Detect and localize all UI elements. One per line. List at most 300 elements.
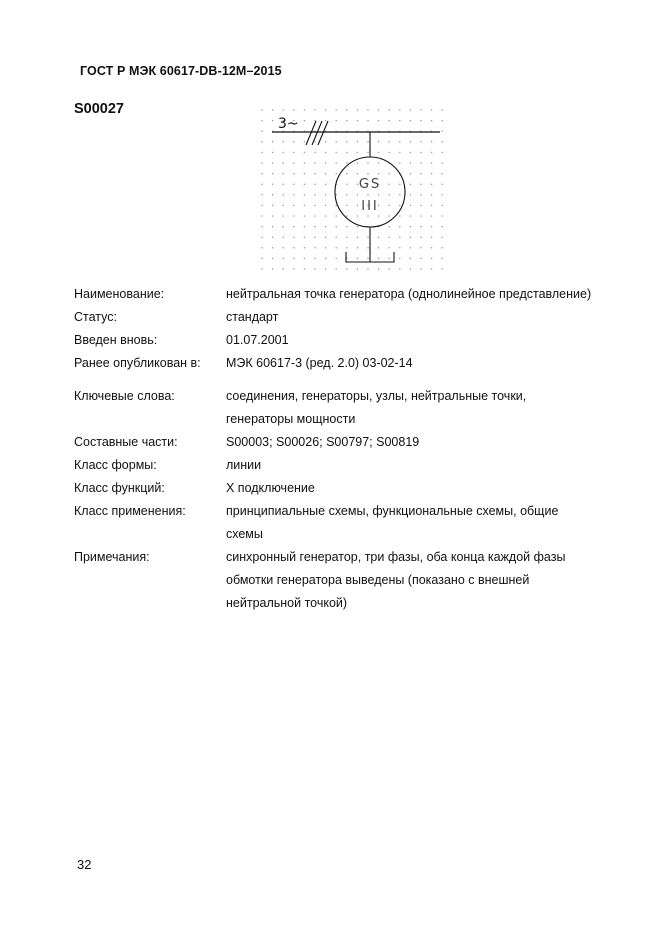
grid-dot xyxy=(420,258,422,260)
grid-dot xyxy=(410,215,412,217)
grid-dot xyxy=(399,258,401,260)
grid-dot xyxy=(282,194,284,196)
grid-dot xyxy=(378,258,380,260)
grid-dot xyxy=(378,152,380,154)
grid-dot xyxy=(441,109,443,111)
grid-dot xyxy=(346,215,348,217)
grid-dot xyxy=(399,215,401,217)
grid-dot xyxy=(261,183,263,185)
grid-dot xyxy=(420,183,422,185)
grid-dot xyxy=(335,120,337,122)
grid-dot xyxy=(441,183,443,185)
grid-dot xyxy=(314,205,316,207)
grid-dot xyxy=(441,152,443,154)
grid-dot xyxy=(261,258,263,260)
grid-dot xyxy=(304,162,306,164)
grid-dot xyxy=(357,120,359,122)
grid-dot xyxy=(420,205,422,207)
property-label: Класс формы: xyxy=(74,458,157,472)
grid-dot xyxy=(388,194,390,196)
grid-dot xyxy=(272,109,274,111)
grid-dot xyxy=(314,194,316,196)
grid-dot xyxy=(335,268,337,270)
grid-dot xyxy=(367,236,369,238)
grid-dot xyxy=(420,141,422,143)
grid-dot xyxy=(367,141,369,143)
standard-title: ГОСТ Р МЭК 60617-DB-12M–2015 xyxy=(80,64,282,78)
grid-dot xyxy=(325,162,327,164)
grid-dot xyxy=(388,141,390,143)
grid-dot xyxy=(346,120,348,122)
grid-dot xyxy=(314,258,316,260)
grid-dot xyxy=(282,226,284,228)
property-row-function-class xyxy=(74,477,594,500)
grid-dot xyxy=(325,183,327,185)
grid-dot xyxy=(431,173,433,175)
grid-dot xyxy=(272,194,274,196)
grid-dot xyxy=(314,215,316,217)
grid-dot xyxy=(399,120,401,122)
grid-dot xyxy=(441,162,443,164)
property-label: Примечания: xyxy=(74,550,150,564)
property-row-introduced xyxy=(74,329,594,352)
grid-dot xyxy=(399,247,401,249)
property-row-components xyxy=(74,431,594,454)
grid-dot xyxy=(410,173,412,175)
grid-dot xyxy=(346,236,348,238)
grid-dot xyxy=(272,162,274,164)
grid-dot xyxy=(325,152,327,154)
grid-dot xyxy=(272,152,274,154)
grid-dot xyxy=(378,120,380,122)
grid-dot xyxy=(441,258,443,260)
grid-dot xyxy=(272,173,274,175)
grid-dot xyxy=(388,183,390,185)
grid-dot xyxy=(431,183,433,185)
generator-circle xyxy=(335,157,405,227)
generator-label-bottom: III xyxy=(361,199,379,214)
grid-dot xyxy=(272,183,274,185)
grid-dot xyxy=(335,205,337,207)
grid-dot xyxy=(410,205,412,207)
grid-dot xyxy=(293,247,295,249)
grid-dot xyxy=(282,183,284,185)
grid-dot xyxy=(388,215,390,217)
grid-dot xyxy=(304,247,306,249)
grid-dot xyxy=(420,236,422,238)
grid-dot xyxy=(388,236,390,238)
grid-dot xyxy=(441,268,443,270)
grid-dot xyxy=(261,120,263,122)
grid-dot xyxy=(272,215,274,217)
grid-dot xyxy=(399,226,401,228)
grid-dot xyxy=(441,130,443,132)
grid-dot xyxy=(282,258,284,260)
property-value: принципиальные схемы, функциональные схемы, общие схемы xyxy=(226,504,559,541)
grid-dot xyxy=(335,258,337,260)
grid-dot xyxy=(304,109,306,111)
grid-dot xyxy=(431,205,433,207)
grid-dot xyxy=(410,268,412,270)
grid-dot xyxy=(378,162,380,164)
grid-dot xyxy=(261,109,263,111)
grid-dot xyxy=(261,194,263,196)
property-label: Класс применения: xyxy=(74,504,186,518)
grid-dot xyxy=(431,236,433,238)
property-value: линии xyxy=(226,458,262,472)
properties-list xyxy=(74,283,594,615)
grid-dot xyxy=(304,194,306,196)
property-row-status xyxy=(74,306,594,329)
grid-dot xyxy=(261,173,263,175)
property-value: соединения, генераторы, узлы, нейтральные точки, генераторы мощности xyxy=(226,389,527,426)
grid-dot xyxy=(410,183,412,185)
grid-dot xyxy=(293,152,295,154)
grid-dot xyxy=(293,268,295,270)
grid-dot xyxy=(388,268,390,270)
grid-dot xyxy=(367,258,369,260)
grid-dot xyxy=(282,268,284,270)
grid-dot xyxy=(367,162,369,164)
grid-dot xyxy=(293,194,295,196)
grid-dot xyxy=(261,268,263,270)
property-value: нейтральная точка генератора (однолинейное представление) xyxy=(226,287,592,301)
phase-label: 3~ xyxy=(278,116,299,132)
grid-dot xyxy=(410,152,412,154)
grid-dot xyxy=(346,109,348,111)
grid-dot xyxy=(410,247,412,249)
grid-dot xyxy=(282,215,284,217)
grid-dot xyxy=(431,258,433,260)
grid-dot xyxy=(304,226,306,228)
grid-dot xyxy=(441,120,443,122)
grid-dot xyxy=(293,162,295,164)
grid-dot xyxy=(335,141,337,143)
grid-dot xyxy=(357,236,359,238)
property-row-name xyxy=(74,283,594,306)
grid-dot xyxy=(367,247,369,249)
grid-dot xyxy=(325,109,327,111)
grid-dot xyxy=(335,226,337,228)
property-row-application-class xyxy=(74,500,594,546)
grid-dot xyxy=(261,152,263,154)
property-value: S00003; S00026; S00797; S00819 xyxy=(226,435,420,449)
property-label: Ключевые слова: xyxy=(74,389,175,403)
grid-dot xyxy=(293,141,295,143)
grid-dot xyxy=(314,152,316,154)
grid-dot xyxy=(357,205,359,207)
grid-dot xyxy=(346,183,348,185)
grid-dot xyxy=(293,236,295,238)
grid-dot xyxy=(261,130,263,132)
property-value: МЭК 60617-3 (ред. 2.0) 03-02-14 xyxy=(226,356,413,370)
grid-dot xyxy=(282,173,284,175)
grid-dot xyxy=(378,141,380,143)
grid-dot xyxy=(261,236,263,238)
grid-dot xyxy=(261,162,263,164)
grid-dot xyxy=(335,162,337,164)
grid-dot xyxy=(335,236,337,238)
grid-dot xyxy=(346,141,348,143)
grid-dot xyxy=(357,215,359,217)
grid-dot xyxy=(261,226,263,228)
grid-dot xyxy=(325,141,327,143)
grid-dot xyxy=(431,109,433,111)
grid-dot xyxy=(282,109,284,111)
grid-dot xyxy=(399,109,401,111)
grid-dot xyxy=(293,215,295,217)
property-value: синхронный генератор, три фазы, оба конца каждой фазы обмотки генератора выведены (показано с внешней нейтральной точкой) xyxy=(226,550,566,610)
grid-dot xyxy=(441,173,443,175)
grid-dot xyxy=(431,226,433,228)
grid-dot xyxy=(431,152,433,154)
grid-dot xyxy=(357,162,359,164)
grid-dot xyxy=(304,141,306,143)
phase-stroke-2 xyxy=(312,121,322,145)
grid-dot xyxy=(431,194,433,196)
grid-dot xyxy=(367,152,369,154)
grid-dot xyxy=(357,258,359,260)
symbol-drawing xyxy=(250,100,460,280)
grid-dot xyxy=(272,205,274,207)
grid-dot xyxy=(346,152,348,154)
symbol-figure xyxy=(250,100,460,280)
grid-dot xyxy=(346,194,348,196)
grid-dot xyxy=(272,141,274,143)
grid-dot xyxy=(367,120,369,122)
grid-dot xyxy=(357,194,359,196)
grid-dot xyxy=(441,247,443,249)
grid-dot xyxy=(325,247,327,249)
grid-dot xyxy=(420,226,422,228)
property-label: Статус: xyxy=(74,310,117,324)
grid-dot xyxy=(325,236,327,238)
grid-dot xyxy=(335,152,337,154)
grid-dot xyxy=(314,162,316,164)
grid-dot xyxy=(388,226,390,228)
grid-dot xyxy=(441,141,443,143)
grid-dot xyxy=(399,194,401,196)
grid-dot xyxy=(378,236,380,238)
grid-dot xyxy=(272,268,274,270)
grid-dot xyxy=(357,226,359,228)
grid-dot xyxy=(410,236,412,238)
grid-dot xyxy=(378,247,380,249)
grid-dot xyxy=(293,205,295,207)
grid-dot xyxy=(399,236,401,238)
grid-dot xyxy=(441,194,443,196)
grid-dot xyxy=(399,141,401,143)
grid-dot xyxy=(293,258,295,260)
grid-dot xyxy=(335,247,337,249)
property-row-notes xyxy=(74,546,594,615)
grid-dot xyxy=(304,205,306,207)
grid-dot xyxy=(441,226,443,228)
grid-dot xyxy=(420,173,422,175)
grid-dot xyxy=(346,173,348,175)
grid-dot xyxy=(378,194,380,196)
grid-dot xyxy=(335,173,337,175)
grid-dot xyxy=(261,215,263,217)
grid-dot xyxy=(399,162,401,164)
grid-dot xyxy=(410,109,412,111)
grid-dot xyxy=(410,120,412,122)
grid-dot xyxy=(367,173,369,175)
grid-dot xyxy=(410,194,412,196)
property-label: Ранее опубликован в: xyxy=(74,356,201,370)
grid-dot xyxy=(314,109,316,111)
property-value: стандарт xyxy=(226,310,279,324)
grid-dot xyxy=(314,183,316,185)
property-row-keywords xyxy=(74,385,594,431)
generator-label-top: GS xyxy=(358,177,382,192)
grid-dot xyxy=(399,152,401,154)
grid-dot xyxy=(272,226,274,228)
grid-dot xyxy=(282,152,284,154)
grid-dot xyxy=(399,268,401,270)
grid-dot xyxy=(420,215,422,217)
grid-dot xyxy=(410,141,412,143)
grid-dot xyxy=(325,194,327,196)
grid-dot xyxy=(325,258,327,260)
grid-dot xyxy=(272,258,274,260)
grid-dot xyxy=(325,205,327,207)
grid-dot xyxy=(420,120,422,122)
grid-dot xyxy=(388,205,390,207)
grid-dot xyxy=(325,120,327,122)
grid-dot xyxy=(410,258,412,260)
grid-dot xyxy=(346,268,348,270)
symbol-id: S00027 xyxy=(74,101,124,117)
grid-dot xyxy=(441,236,443,238)
grid-dot xyxy=(431,141,433,143)
grid-dot xyxy=(304,215,306,217)
grid-dot xyxy=(357,268,359,270)
grid-dot xyxy=(261,205,263,207)
grid-dot xyxy=(325,268,327,270)
grid-dot xyxy=(325,173,327,175)
grid-dot xyxy=(314,141,316,143)
grid-dot xyxy=(304,183,306,185)
grid-dot xyxy=(346,162,348,164)
property-value: 01.07.2001 xyxy=(226,333,289,347)
grid-dot xyxy=(388,258,390,260)
grid-dot xyxy=(367,194,369,196)
grid-dot xyxy=(293,183,295,185)
property-label: Наименование: xyxy=(74,287,165,301)
grid-dot xyxy=(272,247,274,249)
grid-dot xyxy=(357,173,359,175)
grid-dot xyxy=(272,236,274,238)
grid-dot xyxy=(388,152,390,154)
grid-dot xyxy=(367,268,369,270)
grid-dot xyxy=(420,268,422,270)
page-number: 32 xyxy=(77,857,92,872)
grid-dot xyxy=(388,120,390,122)
grid-dot xyxy=(304,268,306,270)
grid-dot xyxy=(410,162,412,164)
grid-dot xyxy=(346,205,348,207)
grid-dot xyxy=(282,236,284,238)
property-label: Класс функций: xyxy=(74,481,165,495)
grid-dot xyxy=(282,205,284,207)
property-label: Введен вновь: xyxy=(74,333,158,347)
grid-dot xyxy=(441,205,443,207)
grid-dot xyxy=(304,258,306,260)
grid-dot xyxy=(335,215,337,217)
grid-dot xyxy=(357,109,359,111)
property-row-previously-published xyxy=(74,352,594,375)
grid-dot xyxy=(346,226,348,228)
grid-dot xyxy=(325,226,327,228)
grid-dot xyxy=(431,120,433,122)
grid-dot xyxy=(399,183,401,185)
grid-dot xyxy=(420,194,422,196)
grid-dot xyxy=(293,173,295,175)
grid-dot xyxy=(314,247,316,249)
grid-dot xyxy=(431,268,433,270)
grid-dot xyxy=(293,109,295,111)
property-label: Составные части: xyxy=(74,435,178,449)
grid-dot xyxy=(261,141,263,143)
grid-dot xyxy=(367,109,369,111)
grid-dot xyxy=(304,236,306,238)
grid-dot xyxy=(304,120,306,122)
grid-dot xyxy=(293,226,295,228)
grid-dot xyxy=(357,152,359,154)
grid-dot xyxy=(314,268,316,270)
grid-dot xyxy=(420,109,422,111)
grid-dot xyxy=(314,236,316,238)
grid-dot xyxy=(261,247,263,249)
grid-dot xyxy=(335,109,337,111)
grid-dot xyxy=(431,247,433,249)
grid-dot xyxy=(378,268,380,270)
grid-dot xyxy=(314,173,316,175)
grid-dot xyxy=(420,162,422,164)
grid-dot xyxy=(357,141,359,143)
grid-dot xyxy=(378,173,380,175)
grid-dot xyxy=(367,215,369,217)
grid-dot xyxy=(431,162,433,164)
grid-dot xyxy=(378,109,380,111)
grid-dot xyxy=(388,247,390,249)
grid-dot xyxy=(431,215,433,217)
phase-stroke-3 xyxy=(318,121,328,145)
grid-dot xyxy=(346,247,348,249)
grid-dot xyxy=(410,226,412,228)
grid-dot xyxy=(399,205,401,207)
grid-dot xyxy=(420,152,422,154)
grid-dot xyxy=(325,215,327,217)
grid-dot xyxy=(388,109,390,111)
grid-dot xyxy=(282,162,284,164)
grid-dot xyxy=(378,215,380,217)
grid-dot xyxy=(314,226,316,228)
grid-dot xyxy=(304,173,306,175)
grid-dot xyxy=(272,120,274,122)
grid-dot xyxy=(357,247,359,249)
grid-dot xyxy=(420,247,422,249)
property-row-shape-class xyxy=(74,454,594,477)
grid-dot xyxy=(441,215,443,217)
grid-dot xyxy=(304,152,306,154)
grid-dot xyxy=(282,141,284,143)
dot-grid xyxy=(261,109,443,270)
grid-dot xyxy=(388,173,390,175)
property-value: X подключение xyxy=(226,481,315,495)
grid-dot xyxy=(282,247,284,249)
